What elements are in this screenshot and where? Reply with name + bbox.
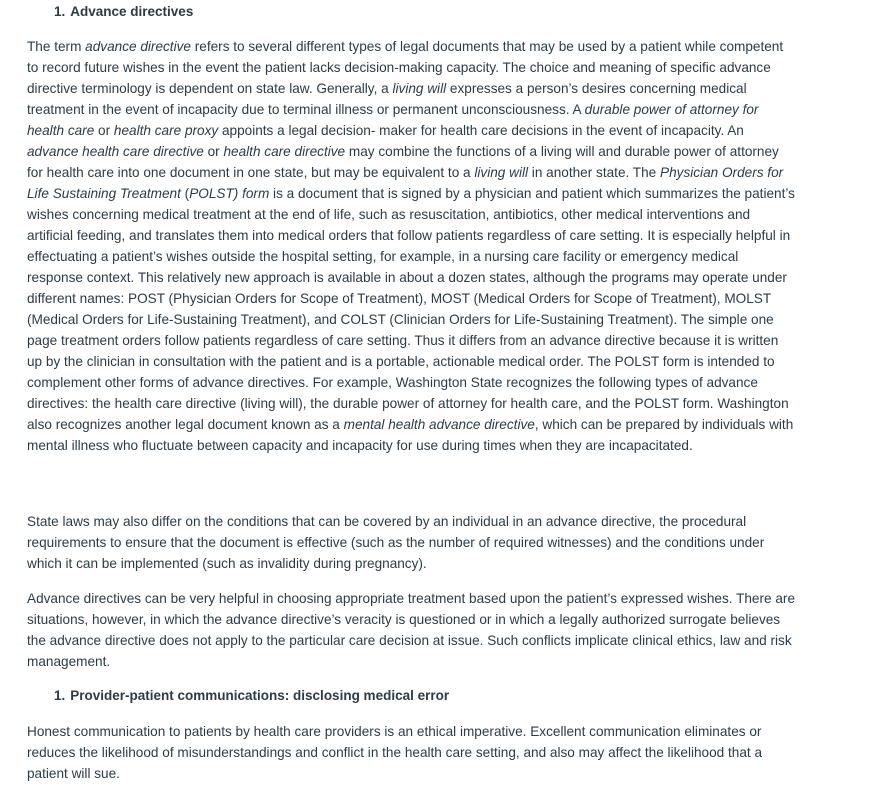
paragraph-advance-directive-definitions — [27, 36, 797, 456]
paragraph-state-laws: State laws may also differ on the conditions that can be covered by an individual in an advance directive, the procedural requirements to ensure that the document is effective (such as the number of required witnesses) and the conditions under which it can be implemented (such as invalidity during pregnancy). — [27, 514, 765, 571]
italic-term: living will — [474, 165, 529, 180]
text-run: expresses a person’s desires concerning medical treatment in the event of incapacity due to terminal illness or permanent unconsciousness. A — [27, 81, 747, 117]
italic-term: health care directive — [223, 144, 346, 159]
section-title: Advance directives — [70, 4, 194, 19]
text-run: is a document that is signed by a physician and patient which summarizes the patient’s wishes concerning medical treatment at the end of life, such as resuscitation, antibiotics, other medical interventions and artificial feeding, and translates them into medical orders that follow patients regardless of care setting. It is especially helpful in effectuating a patient’s wishes outside the hospital setting, for example, in a nursing care facility or emergency medical response context. This relatively new approach is available in about a dozen states, although the programs may operate under different names: POST (Physician Orders for Scope of Treatment), MOST (Medical Orders for Scope of Treatment), MOLST (Medical Orders for Life-Sustaining Treatment), and COLST (Clinician Orders for Life-Sustaining Treatment). The simple one page treatment orders follow patients regardless of care setting. Thus it differs from an advance directive because it is written up by the clinician in consultation with the patient and is a portable, actionable medical order. The POLST form is intended to complement other forms of advance directives. For example, Washington State recognizes the following types of advance directives: the health care directive (living will), the durable power of attorney for health care, and the POLST form. Washington also recognizes another legal document known as a — [27, 186, 795, 432]
italic-term: POLST) form — [189, 186, 270, 201]
text-run: The term — [27, 39, 86, 54]
text-run: , which can be prepared by individuals with mental illness who fluctuate between capacity and incapacity for use during times when they are incapacitated. — [27, 417, 794, 453]
italic-term: living will — [392, 81, 447, 96]
italic-term: durable power of attorney for health care — [27, 102, 759, 138]
paragraph-advance-directive-conflicts: Advance directives can be very helpful in choosing appropriate treatment based upon the patient’s expressed wishes. There are situations, however, in which the advance directive’s veracity is questioned or in which a legally authorized surrogate believes the advance directive does not apply to the particular care decision at issue. Such conflicts implicate clinical ethics, law and risk management. — [27, 591, 796, 669]
text-run: appoints a legal decision- maker for health care decisions in the event of incapacity. An — [218, 123, 744, 138]
text-run: or — [203, 144, 224, 159]
section-heading-advance-directives — [27, 1, 193, 22]
italic-term: advance health care directive — [27, 144, 204, 159]
text-run: ( — [180, 186, 190, 201]
paragraph-honest-communication: Honest communication to patients by health care providers is an ethical imperative. Excellent communication eliminates or reduces the likelihood of misunderstandings and conflict in the health care setting, and also may affect the likelihood that a patient will sue. — [27, 724, 763, 781]
italic-term: advance directive — [85, 39, 191, 54]
italic-term: health care proxy — [113, 123, 219, 138]
italic-term: mental health advance directive — [343, 417, 535, 432]
section-heading-provider-patient-communications — [27, 685, 449, 706]
text-run: in another state. The — [528, 165, 661, 180]
text-run: may combine the functions of a living will and durable power of attorney for health care into one document in one state, but may be equivalent to a — [27, 144, 779, 180]
italic-term: Physician Orders for Life Sustaining Treatment — [27, 165, 784, 201]
section-number: 1. — [54, 688, 66, 703]
section-number: 1. — [54, 4, 66, 19]
text-run: refers to several different types of legal documents that may be used by a patient while competent to record future wishes in the event the patient lacks decision-making capacity. The choice and meaning of specific advance directive terminology is dependent on state law. Generally, a — [27, 39, 784, 96]
section-title: Provider-patient communications: disclosing medical error — [70, 688, 450, 703]
text-run: or — [94, 123, 114, 138]
